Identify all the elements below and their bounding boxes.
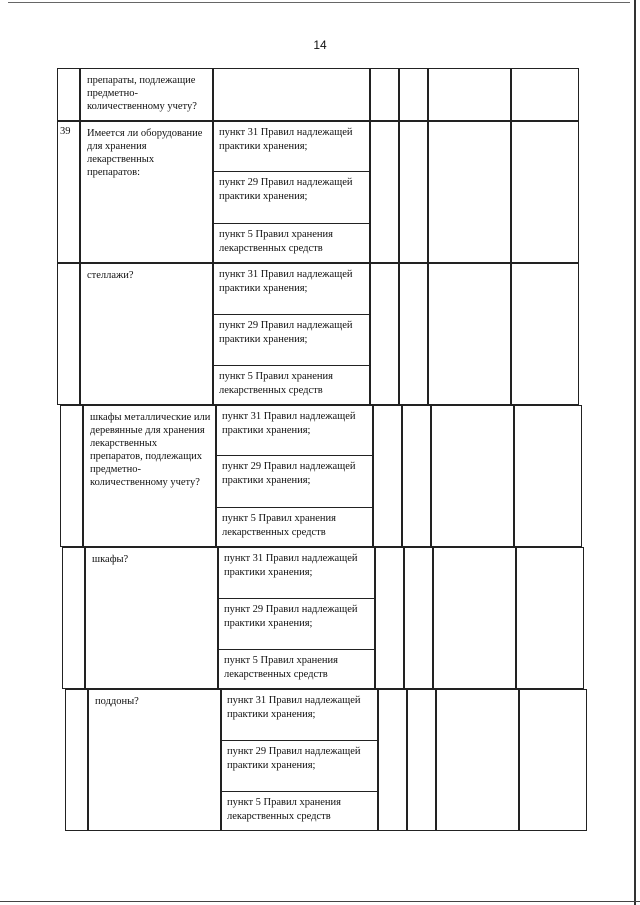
question-text: шкафы металлические или деревянные для хранения лекарственных препаратов, подлежащих предметно-количественному учету? bbox=[83, 405, 216, 547]
answer-cell-yes bbox=[370, 121, 399, 263]
legal-reference: пункт 31 Правил надлежащей практики хранения; bbox=[222, 690, 377, 741]
item-number bbox=[65, 689, 88, 831]
item-number bbox=[57, 68, 80, 121]
answer-cell-no bbox=[407, 689, 436, 831]
question-text: препараты, подлежащие предметно-количественному учету? bbox=[80, 68, 213, 121]
answer-cell-na bbox=[428, 68, 511, 121]
answer-cell-yes bbox=[373, 405, 402, 547]
legal-references bbox=[221, 689, 378, 831]
answer-cell-yes bbox=[378, 689, 407, 831]
question-text: стеллажи? bbox=[80, 263, 213, 405]
notes-cell bbox=[516, 547, 584, 689]
table-row bbox=[58, 121, 580, 263]
item-number bbox=[57, 263, 80, 405]
legal-reference: пункт 29 Правил надлежащей практики хранения; bbox=[214, 315, 369, 366]
legal-reference: пункт 5 Правил хранения лекарственных средств bbox=[224, 655, 338, 680]
legal-reference: пункт 31 Правил надлежащей практики хранения; bbox=[217, 406, 372, 456]
notes-cell bbox=[511, 263, 579, 405]
answer-cell-yes bbox=[370, 263, 399, 405]
legal-reference: пункт 29 Правил надлежащей практики хранения; bbox=[222, 741, 377, 792]
answer-cell-no bbox=[399, 263, 428, 405]
notes-cell bbox=[514, 405, 582, 547]
answer-cell-yes bbox=[370, 68, 399, 121]
answer-cell-na bbox=[428, 121, 511, 263]
legal-reference: пункт 29 Правил надлежащей практики хранения; bbox=[219, 599, 374, 650]
legal-references bbox=[213, 263, 370, 405]
table-row bbox=[58, 68, 580, 121]
table-row bbox=[63, 547, 585, 689]
answer-cell-no bbox=[402, 405, 431, 547]
table-row bbox=[61, 405, 583, 547]
legal-reference: пункт 29 Правил надлежащей практики хранения; bbox=[217, 456, 372, 508]
legal-reference: пункт 31 Правил надлежащей практики хранения; bbox=[214, 122, 369, 172]
answer-cell-na bbox=[428, 263, 511, 405]
answer-cell-na bbox=[436, 689, 519, 831]
question-text: поддоны? bbox=[88, 689, 221, 831]
legal-reference: пункт 31 Правил надлежащей практики хранения; bbox=[219, 548, 374, 599]
answer-cell-no bbox=[404, 547, 433, 689]
answer-cell-yes bbox=[375, 547, 404, 689]
answer-cell-no bbox=[399, 121, 428, 263]
legal-references bbox=[218, 547, 375, 689]
notes-cell bbox=[519, 689, 587, 831]
item-number bbox=[62, 547, 85, 689]
legal-reference: пункт 31 Правил надлежащей практики хранения; bbox=[214, 264, 369, 315]
question-text: шкафы? bbox=[85, 547, 218, 689]
legal-references bbox=[213, 68, 370, 121]
table-row bbox=[58, 263, 580, 405]
answer-cell-na bbox=[431, 405, 514, 547]
item-number: 39 bbox=[57, 121, 80, 263]
answer-cell-na bbox=[433, 547, 516, 689]
legal-reference: пункт 5 Правил хранения лекарственных средств bbox=[219, 229, 333, 254]
answer-cell-no bbox=[399, 68, 428, 121]
legal-reference: пункт 5 Правил хранения лекарственных средств bbox=[219, 371, 333, 396]
legal-references bbox=[213, 121, 370, 263]
legal-references bbox=[216, 405, 373, 547]
notes-cell bbox=[511, 121, 579, 263]
legal-reference: пункт 29 Правил надлежащей практики хранения; bbox=[214, 172, 369, 224]
page-number: 14 bbox=[313, 38, 327, 52]
question-text: Имеется ли оборудование для хранения лекарственных препаратов: bbox=[80, 121, 213, 263]
notes-cell bbox=[511, 68, 579, 121]
table-row bbox=[66, 689, 588, 831]
legal-reference: пункт 5 Правил хранения лекарственных средств bbox=[222, 513, 336, 538]
item-number bbox=[60, 405, 83, 547]
legal-reference: пункт 5 Правил хранения лекарственных средств bbox=[227, 797, 341, 822]
